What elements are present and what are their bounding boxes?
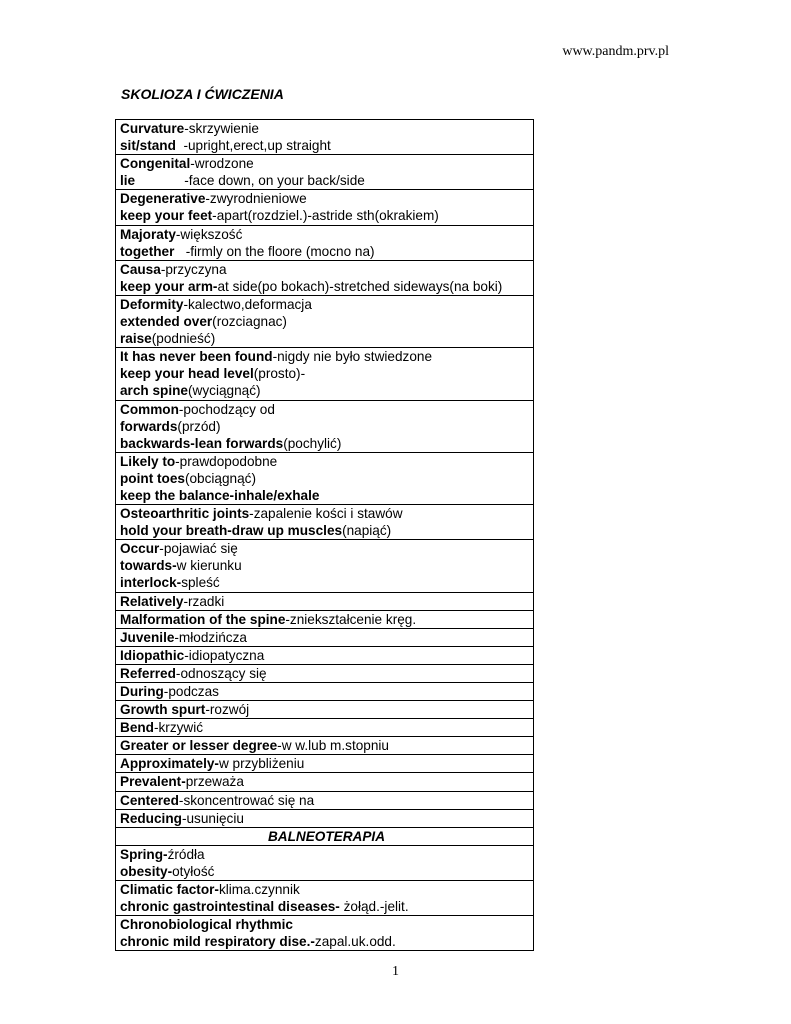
table-row (116, 809, 534, 827)
entry-definition: -usunięciu (181, 810, 244, 826)
table-cell (116, 791, 534, 809)
table-row (116, 120, 534, 155)
table-cell (116, 628, 534, 646)
table-row (116, 190, 534, 225)
entry-definition: (napiąć) (342, 523, 392, 539)
entry-term: keep the balance-inhale/exhale (120, 487, 320, 503)
entry-definition: -prawdopodobne (175, 453, 278, 469)
entry-line (120, 190, 533, 207)
entry-definition: -rozwój (205, 702, 250, 718)
entry-line (120, 261, 533, 278)
table-row (116, 683, 534, 701)
table-row (116, 155, 534, 190)
entry-definition: -skoncentrować się na (178, 792, 315, 808)
table-row (116, 646, 534, 664)
entry-line (120, 120, 533, 137)
entry-term: point toes (120, 470, 185, 486)
entry-term: Osteoarthritic joints (120, 506, 250, 522)
entry-definition: otyłość (172, 863, 215, 879)
entry-line (120, 881, 533, 898)
entry-line (120, 382, 533, 399)
table-cell (116, 540, 534, 592)
table-cell (116, 260, 534, 295)
table-cell (116, 755, 534, 773)
entry-term: Prevalent- (120, 774, 186, 790)
table-row (116, 791, 534, 809)
entry-definition: -zwyrodnieniowe (205, 191, 307, 207)
entry-term: Centered (120, 792, 179, 808)
entry-line (120, 470, 533, 487)
entry-definition: żołąd.-jelit. (339, 899, 409, 915)
document-title: SKOLIOZA I ĆWICZENIA (121, 86, 284, 102)
entry-term: Curvature (120, 121, 185, 136)
entry-term: Deformity (120, 296, 184, 312)
table-row (116, 827, 534, 845)
page-number: 1 (392, 964, 399, 979)
entry-definition: zapal.uk.odd. (314, 934, 396, 950)
entry-term: Idiopathic (120, 647, 185, 663)
table-cell (116, 664, 534, 682)
table-cell (116, 737, 534, 755)
entry-definition: -nigdy nie było stwiedzone (272, 349, 433, 365)
entry-definition: -firmly on the floore (mocno na) (174, 243, 375, 259)
table-cell (116, 701, 534, 719)
entry-line (120, 505, 533, 522)
table-cell (116, 190, 534, 225)
entry-definition: -zapalenie kości i stawów (249, 506, 403, 522)
entry-line (120, 737, 533, 754)
entry-line (120, 773, 533, 790)
entry-definition: -przyczyna (160, 261, 227, 277)
vocabulary-table-body (116, 120, 534, 951)
table-row (116, 881, 534, 916)
site-url: www.pandm.prv.pl (562, 44, 669, 59)
table-row (116, 664, 534, 682)
entry-line (120, 155, 533, 172)
entry-term: backwards-lean forwards (120, 435, 284, 451)
entry-term: Spring- (120, 846, 168, 862)
entry-definition: źródła (167, 846, 205, 862)
entry-definition: -większość (175, 226, 243, 242)
table-row (116, 628, 534, 646)
table-row (116, 755, 534, 773)
entry-line (120, 755, 533, 772)
table-row (116, 773, 534, 791)
entry-definition: -podczas (163, 684, 219, 699)
entry-term: Climatic factor- (120, 882, 219, 898)
section-heading: BALNEOTERAPIA (116, 827, 534, 845)
entry-definition: (wyciągnąć) (188, 383, 261, 399)
entry-definition: -w w.lub m.stopniu (277, 738, 389, 754)
entry-line (120, 313, 533, 330)
entry-line (120, 435, 533, 452)
entry-line (120, 701, 533, 718)
entry-line (120, 401, 533, 418)
entry-term: Bend (120, 720, 154, 736)
entry-term: extended over (120, 314, 213, 330)
table-cell (116, 916, 534, 951)
entry-line (120, 933, 533, 950)
entry-definition: w przybliżeniu (218, 756, 305, 772)
entry-line (120, 611, 533, 628)
entry-term: Degenerative (120, 191, 206, 207)
table-row (116, 225, 534, 260)
entry-line (120, 916, 533, 933)
entry-line (120, 365, 533, 382)
entry-line (120, 810, 533, 827)
entry-definition: -face down, on your back/side (135, 173, 365, 189)
table-cell (116, 845, 534, 880)
entry-line (120, 522, 533, 539)
entry-term: raise (120, 331, 152, 347)
table-cell (116, 773, 534, 791)
entry-line (120, 243, 533, 260)
table-cell (116, 225, 534, 260)
table-cell (116, 610, 534, 628)
entry-line (120, 278, 533, 295)
entry-term: It has never been found (120, 349, 273, 365)
entry-term: During (120, 684, 164, 699)
entry-definition: -rzadki (183, 593, 225, 609)
entry-definition: (pochylić) (283, 435, 342, 451)
entry-definition: -młodzińcza (174, 629, 247, 645)
entry-line (120, 792, 533, 809)
table-row (116, 916, 534, 951)
entry-definition: przeważa (185, 774, 244, 790)
entry-definition: -upright,erect,up straight (175, 138, 331, 154)
entry-term: keep your head level (120, 366, 254, 382)
entry-term: keep your arm- (120, 278, 218, 294)
entry-term: Chronobiological rhythmic (120, 917, 293, 933)
entry-term: arch spine (120, 383, 188, 399)
entry-line (120, 863, 533, 880)
table-row (116, 592, 534, 610)
entry-definition: -odnoszący się (175, 665, 267, 681)
entry-line (120, 898, 533, 915)
entry-term: Common (120, 401, 179, 417)
entry-term: hold your breath-draw up muscles (120, 523, 343, 539)
entry-term: chronic gastrointestinal diseases- (120, 899, 340, 915)
entry-term: Occur (120, 541, 160, 557)
entry-definition: -apart(rozdziel.)-astride sth(okrakiem) (212, 208, 439, 224)
entry-term: lie (120, 173, 136, 189)
entry-line (120, 574, 533, 591)
table-row (116, 719, 534, 737)
entry-definition: klima.czynnik (218, 882, 300, 898)
entry-definition: -kalectwo,deformacja (183, 296, 312, 312)
table-row (116, 295, 534, 347)
entry-term: Approximately- (120, 756, 219, 772)
entry-line (120, 137, 533, 154)
table-row (116, 845, 534, 880)
table-cell (116, 881, 534, 916)
entry-term: Majoraty (120, 226, 176, 242)
table-cell (116, 646, 534, 664)
entry-definition: at side(po bokach)-stretched sideways(na boki) (217, 278, 503, 294)
entry-line (120, 226, 533, 243)
entry-line (120, 172, 533, 189)
entry-definition: spleść (181, 575, 220, 591)
entry-line (120, 629, 533, 646)
entry-definition: (przód) (177, 418, 221, 434)
entry-term: chronic mild respiratory dise.- (120, 934, 315, 950)
entry-term: together (120, 243, 175, 259)
entry-line (120, 719, 533, 736)
table-row (116, 701, 534, 719)
entry-line (120, 418, 533, 435)
entry-term: sit/stand (120, 138, 176, 154)
entry-term: Relatively (120, 593, 184, 609)
table-cell (116, 592, 534, 610)
table-row (116, 260, 534, 295)
entry-definition: -idiopatyczna (184, 647, 265, 663)
entry-definition: -zniekształcenie kręg. (285, 611, 417, 627)
table-row (116, 610, 534, 628)
table-row (116, 348, 534, 400)
entry-term: Growth spurt (120, 702, 206, 718)
table-cell (116, 719, 534, 737)
entry-line (120, 557, 533, 574)
table-cell (116, 295, 534, 347)
table-cell (116, 400, 534, 452)
entry-line (120, 487, 533, 504)
entry-line (120, 593, 533, 610)
entry-line (120, 453, 533, 470)
entry-term: Greater or lesser degree (120, 738, 278, 754)
entry-definition: -pochodzący od (178, 401, 275, 417)
entry-definition: -wrodzone (190, 156, 254, 172)
entry-definition: (prosto)- (253, 366, 306, 382)
entry-line (120, 647, 533, 664)
table-cell (116, 120, 534, 155)
table-cell (116, 505, 534, 540)
entry-definition: (rozciagnac) (212, 314, 287, 330)
entry-term: Congenital (120, 156, 191, 172)
entry-term: towards- (120, 558, 177, 574)
entry-line (120, 540, 533, 557)
entry-line (120, 846, 533, 863)
entry-definition: -pojawiać się (159, 541, 238, 557)
entry-definition: (podnieść) (151, 331, 216, 347)
entry-term: forwards (120, 418, 178, 434)
entry-term: Reducing (120, 810, 182, 826)
entry-term: interlock- (120, 575, 182, 591)
entry-line (120, 296, 533, 313)
entry-line (120, 330, 533, 347)
entry-term: keep your feet (120, 208, 213, 224)
table-cell (116, 683, 534, 701)
table-row (116, 737, 534, 755)
entry-definition: -skrzywienie (184, 121, 259, 136)
table-row (116, 540, 534, 592)
table-row (116, 505, 534, 540)
entry-term: Malformation of the spine (120, 611, 286, 627)
entry-term: Causa (120, 261, 161, 277)
table-cell (116, 348, 534, 400)
vocabulary-table (115, 119, 534, 951)
entry-term: Juvenile (120, 629, 175, 645)
table-row (116, 400, 534, 452)
entry-line (120, 207, 533, 224)
table-cell (116, 155, 534, 190)
entry-line (120, 665, 533, 682)
table-row (116, 452, 534, 504)
entry-term: obesity- (120, 863, 173, 879)
entry-term: Referred (120, 665, 176, 681)
entry-definition: w kierunku (176, 558, 242, 574)
entry-definition: -krzywić (153, 720, 204, 736)
table-cell (116, 452, 534, 504)
entry-definition: (obciągnąć) (184, 470, 256, 486)
table-cell (116, 809, 534, 827)
entry-line (120, 683, 533, 700)
entry-line (120, 348, 533, 365)
entry-term: Likely to (120, 453, 176, 469)
